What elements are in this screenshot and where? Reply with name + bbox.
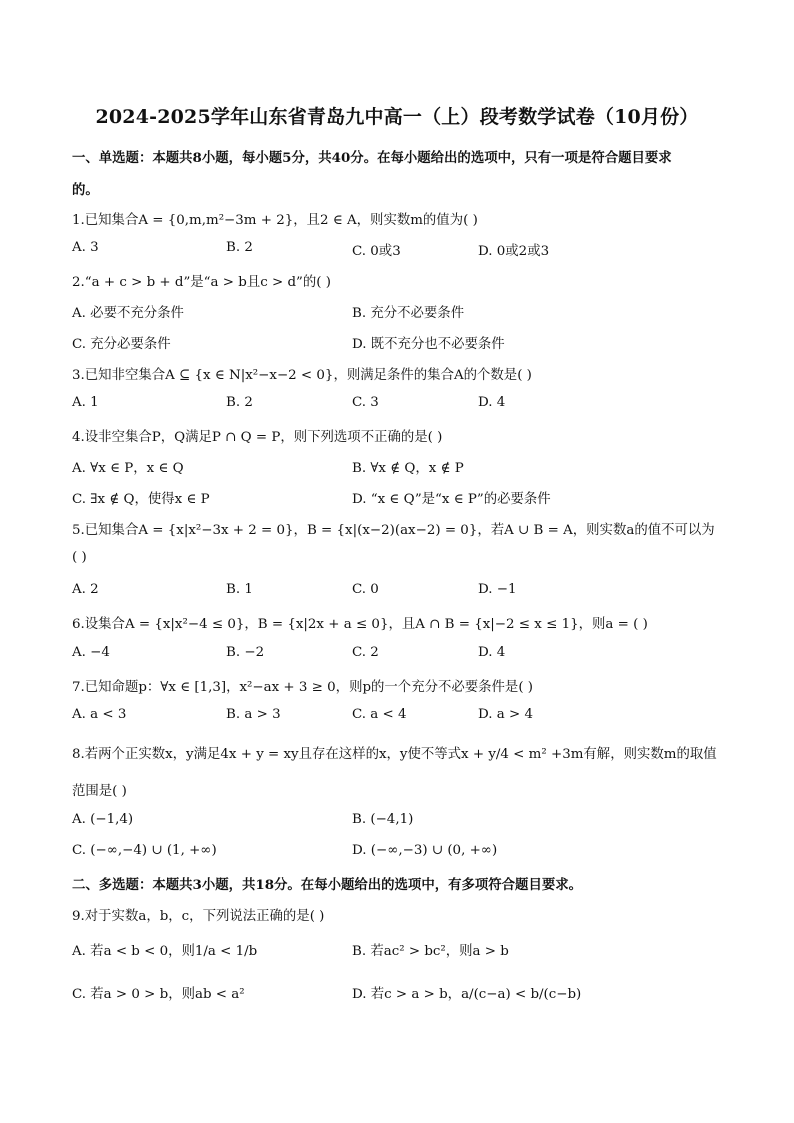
question-4-option-c: C. ∃x ∉ Q，使得x ∈ P	[72, 492, 210, 507]
question-3-option-a: A. 1	[72, 395, 99, 410]
question-2-option-b: B. 充分不必要条件	[352, 306, 465, 321]
question-3-option-d: D. 4	[478, 395, 506, 410]
question-9-option-a: A. 若a < b < 0，则1/a < 1/b	[72, 944, 258, 959]
question-8-option-d: D. (−∞,−3) ∪ (0, +∞)	[352, 843, 498, 858]
page-title: 2024-2025学年山东省青岛九中高一（上）段考数学试卷（10月份）	[95, 106, 699, 128]
question-2-option-c: C. 充分必要条件	[72, 337, 171, 352]
question-9-stem: 9.对于实数a，b，c，下列说法正确的是( )	[72, 909, 325, 924]
question-5-option-b: B. 1	[226, 582, 253, 597]
question-1-option-d: D. 0或2或3	[478, 244, 550, 259]
question-1-option-a: A. 3	[72, 240, 99, 255]
question-8-option-c: C. (−∞,−4) ∪ (1, +∞)	[72, 843, 217, 858]
question-1-option-b: B. 2	[226, 240, 253, 255]
question-6-option-c: C. 2	[352, 645, 379, 660]
question-9-option-b: B. 若ac² > bc²，则a > b	[352, 944, 509, 959]
question-6-option-b: B. −2	[226, 645, 265, 660]
question-9-option-c: C. 若a > 0 > b，则ab < a²	[72, 987, 245, 1002]
question-6-option-a: A. −4	[72, 645, 110, 660]
question-5-option-c: C. 0	[352, 582, 379, 597]
question-4-option-a: A. ∀x ∈ P，x ∈ Q	[72, 461, 184, 476]
question-7-option-b: B. a > 3	[226, 707, 281, 722]
question-8-option-b: B. (−4,1)	[352, 812, 414, 827]
question-9-option-d: D. 若c > a > b，a/(c−a) < b/(c−b)	[352, 987, 582, 1002]
question-6-option-d: D. 4	[478, 645, 506, 660]
section2-heading: 二、多选题：本题共3小题，共18分。在每小题给出的选项中，有多项符合题目要求。	[72, 877, 583, 893]
section1-heading-line1: 一、单选题：本题共8小题，每小题5分，共40分。在每小题给出的选项中，只有一项是符合题目要求	[72, 150, 672, 166]
question-6-stem: 6.设集合A = {x|x²−4 ≤ 0}，B = {x|2x + a ≤ 0}，且A ∩ B = {x|−2 ≤ x ≤ 1}，则a = ( )	[72, 617, 648, 632]
question-2-option-a: A. 必要不充分条件	[72, 306, 184, 321]
question-4-option-d: D. “x ∈ Q”是“x ∈ P”的必要条件	[352, 492, 551, 507]
question-2-stem: 2.“a + c > b + d”是“a > b且c > d”的( )	[72, 275, 331, 290]
question-5-option-d: D. −1	[478, 582, 517, 597]
question-3-option-b: B. 2	[226, 395, 253, 410]
question-5-stem-line1: 5.已知集合A = {x|x²−3x + 2 = 0}，B = {x|(x−2)(ax−2) = 0}，若A ∪ B = A，则实数a的值不可以为	[72, 523, 715, 538]
question-7-option-d: D. a > 4	[478, 707, 534, 722]
question-3-stem: 3.已知非空集合A ⊆ {x ∈ N|x²−x−2 < 0}，则满足条件的集合A的个数是( )	[72, 368, 532, 383]
question-5-stem-line2: ( )	[72, 550, 87, 565]
question-7-option-a: A. a < 3	[72, 707, 127, 722]
question-8-option-a: A. (−1,4)	[72, 812, 134, 827]
question-1-option-c: C. 0或3	[352, 244, 401, 259]
question-1-stem: 1.已知集合A = {0,m,m²−3m + 2}，且2 ∈ A，则实数m的值为( )	[72, 213, 478, 228]
question-5-option-a: A. 2	[72, 582, 99, 597]
question-7-stem: 7.已知命题p：∀x ∈ [1,3]，x²−ax + 3 ≥ 0，则p的一个充分不必要条件是( )	[72, 680, 534, 695]
question-8-stem-line2: 范围是( )	[72, 784, 127, 799]
section1-heading-line2: 的。	[72, 182, 99, 198]
question-4-option-b: B. ∀x ∉ Q，x ∉ P	[352, 461, 464, 476]
question-4-stem: 4.设非空集合P，Q满足P ∩ Q = P，则下列选项不正确的是( )	[72, 430, 443, 445]
question-3-option-c: C. 3	[352, 395, 379, 410]
question-7-option-c: C. a < 4	[352, 707, 407, 722]
question-8-stem-line1: 8.若两个正实数x，y满足4x + y = xy且存在这样的x，y使不等式x + y/4 < m² +3m有解，则实数m的取值	[72, 747, 717, 762]
question-2-option-d: D. 既不充分也不必要条件	[352, 337, 505, 352]
